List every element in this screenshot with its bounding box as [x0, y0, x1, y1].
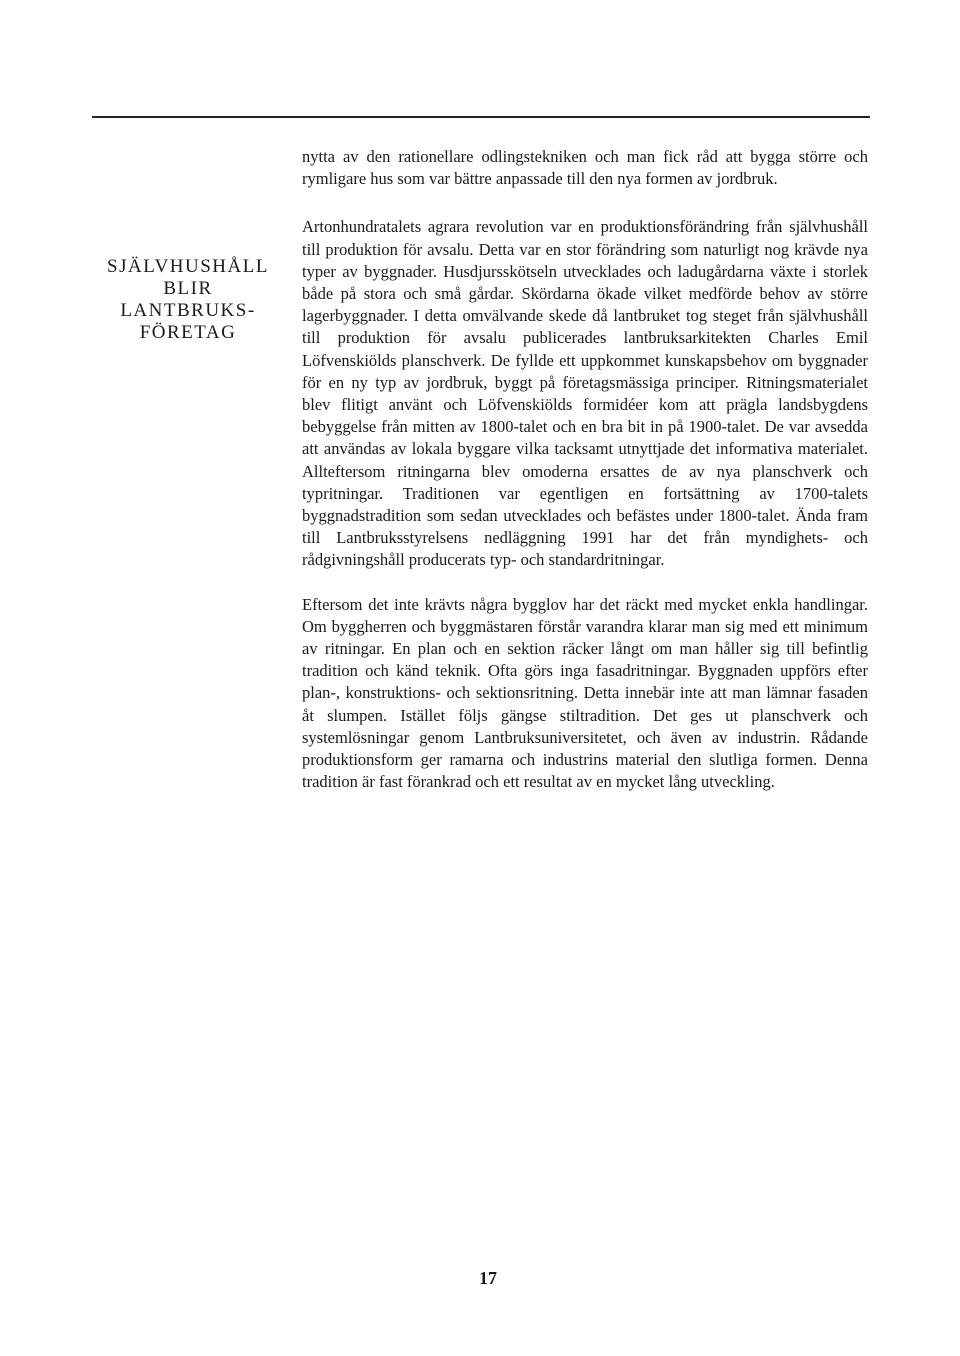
paragraph-building-permits: Eftersom det inte krävts några bygglov har det räckt med mycket enkla handlingar. Om byggherren och byggmästaren förstår varandra klarar man sig med ett minimum av ritningar. En plan och en sektion räcker långt om man håller sig till befintlig tradition och känd teknik. Ofta görs inga fasadritningar. Byggnaden uppförs efter plan-, konstruktions- och sektionsritning. Detta innebär inte att man lämnar fasaden åt slumpen. Istället följs gängse stiltradition. Det ges ut planschverk och systemlösningar genom Lantbruksuniversitetet, och även av industrin. Rådande produktionsform ger ramarna och industrins material den slutliga formen. Denna tradition är fast förankrad och ett resultat av en mycket lång utveckling. [302, 594, 868, 792]
top-rule [92, 116, 870, 118]
section-heading-line-1: SJÄLVHUSHÅLL [107, 256, 269, 277]
paragraph-agrarian-revolution: Artonhundratalets agrara revolution var en produktionsförändring från självhushåll till produktion för avsalu. Detta var en stor förändring som naturligt nog krävde nya typer av byggnader. Husdjursskötseln utvecklades och ladugårdarna växte i storlek både på stora och små gårdar. Skördarna ökade vilket medförde behov av större lagerbyggnader. I detta omvälvande skede då lantbruket tog steget från självhushåll till produktion för avsalu publicerades lantbruksarkitekten Charles Emil Löfvenskiölds planschverk. De fyllde ett uppkommet kunskapsbehov om byggnader för en ny typ av jordbruk, byggt på företagsmässiga principer. Ritningsmaterialet blev flitigt använt och Löfvenskiölds formidéer kom att prägla landsbygdens bebyggelse från mitten av 1800-talet och en bra bit in på 1900-talet. De var avsedda att användas av lokala byggare vilka tacksamt utnyttjade det informativa materialet. Allteftersom ritningarna blev omoderna ersattes de av nya planschverk och typritningar. Traditionen var egentligen en fortsättning av 1700-talets byggnadstradition som sedan utvecklades och befästes under 1800-talet. Ända fram till Lantbruksstyrelsens nedläggning 1991 har det från myndighets- och rådgivningshåll producerats typ- och standardritningar. [302, 217, 868, 570]
intro-paragraph: nytta av den rationellare odlingstekniken och man fick råd att bygga större och rymligare hus som var bättre anpassade till den nya formen av jordbruk. [302, 147, 868, 189]
body-text-column [302, 146, 868, 793]
section-heading-line-3: LANTBRUKS- [120, 300, 256, 321]
section-heading-line-2: BLIR [163, 278, 213, 299]
section-heading [100, 256, 276, 344]
section-heading-line-4: FÖRETAG [139, 322, 237, 343]
page-number: 17 [479, 1268, 497, 1288]
